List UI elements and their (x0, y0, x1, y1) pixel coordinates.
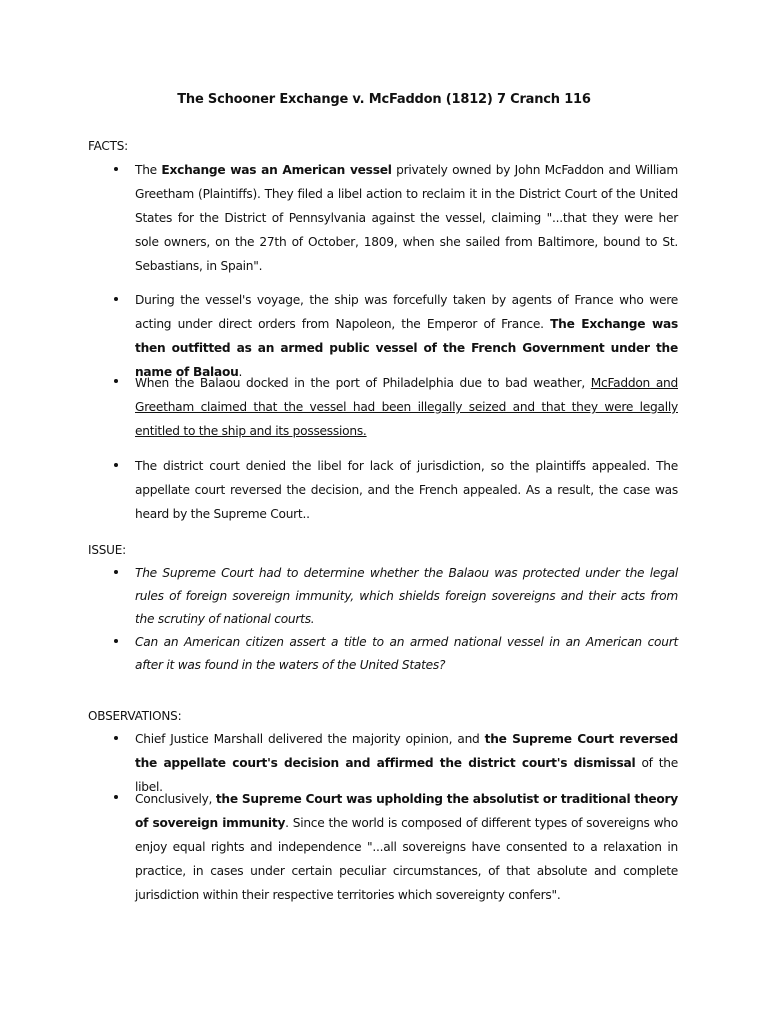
bold-text-run: Exchange was an American vessel (161, 163, 392, 177)
text-run: Can an American citizen assert a title to an armed national vessel in an American court after it was found in the waters of the United States? (135, 635, 678, 672)
text-run: . (238, 365, 243, 379)
text-run: . Since the world is composed of different types of sovereigns who enjoy equal rights and independence "...all sovereigns have consented to a relaxation in practice, in cases under certain peculiar circumstances, of that absolute and complete jurisdiction within their respective territories which sovereignty confers". (135, 816, 678, 902)
text-run: The district court denied the libel for lack of jurisdiction, so the plaintiffs appealed. The appellate court reversed the decision, and the French appealed. As a result, the case was heard by the Supreme Court.. (135, 459, 678, 521)
text-run: When the Balaou docked in the port of Philadelphia due to bad weather, (135, 376, 591, 390)
bold-text-run: the Supreme Court reversed the appellate court's decision and affirmed the district court's dismissal (135, 732, 678, 770)
bullet-icon (112, 793, 122, 803)
text-run: of the libel. (135, 756, 679, 794)
observations-paragraph-2 (135, 787, 678, 907)
text-run: privately owned by John McFaddon and William Greetham (Plaintiffs). They filed a libel action to reclaim it in the District Court of the United States for the District of Pennsylvania against the vessel, claiming "...that they were her sole owners, on the 27th of October, 1809, when she sailed from Baltimore, bound to St. Sebastians, in Spain". (135, 163, 678, 273)
issue-paragraph-2 (135, 631, 678, 677)
facts-paragraph-3 (135, 371, 678, 443)
text-run: During the vessel's voyage, the ship was forcefully taken by agents of France who were acting under direct orders from Napoleon, the Emperor of France. (135, 293, 678, 331)
bullet-icon (112, 734, 122, 744)
issue-heading: ISSUE: (88, 543, 126, 557)
text-run: The (135, 163, 162, 177)
text-run: Conclusively, (135, 792, 216, 806)
bullet-icon (112, 377, 122, 387)
bold-text-run: The Exchange was then outfitted as an armed public vessel of the French Government under the name of Balaou (135, 317, 678, 379)
facts-heading: FACTS: (88, 139, 128, 153)
bullet-icon (112, 165, 122, 175)
facts-paragraph-1 (135, 158, 678, 278)
underlined-text-run: McFaddon and Greetham claimed that the vessel had been illegally seized and that they were legally entitled to the ship and its possessions. (135, 376, 679, 438)
document-title: The Schooner Exchange v. McFaddon (1812) 7 Cranch 116 (177, 92, 591, 107)
facts-paragraph-2 (135, 288, 678, 384)
bold-text-run: the Supreme Court was upholding the absolutist or traditional theory of sovereign immunity (135, 792, 678, 830)
text-run: Chief Justice Marshall delivered the majority opinion, and (135, 732, 485, 746)
bullet-icon (112, 461, 122, 471)
facts-paragraph-4 (135, 454, 678, 526)
issue-paragraph-1 (135, 562, 678, 631)
text-run: The Supreme Court had to determine whether the Balaou was protected under the legal rules of foreign sovereign immunity, which shields foreign sovereigns and their acts from the scrutiny of national courts. (135, 566, 678, 626)
bullet-icon (112, 295, 122, 305)
bullet-icon (112, 637, 122, 647)
bullet-icon (112, 568, 122, 578)
observations-heading: OBSERVATIONS: (88, 709, 182, 723)
